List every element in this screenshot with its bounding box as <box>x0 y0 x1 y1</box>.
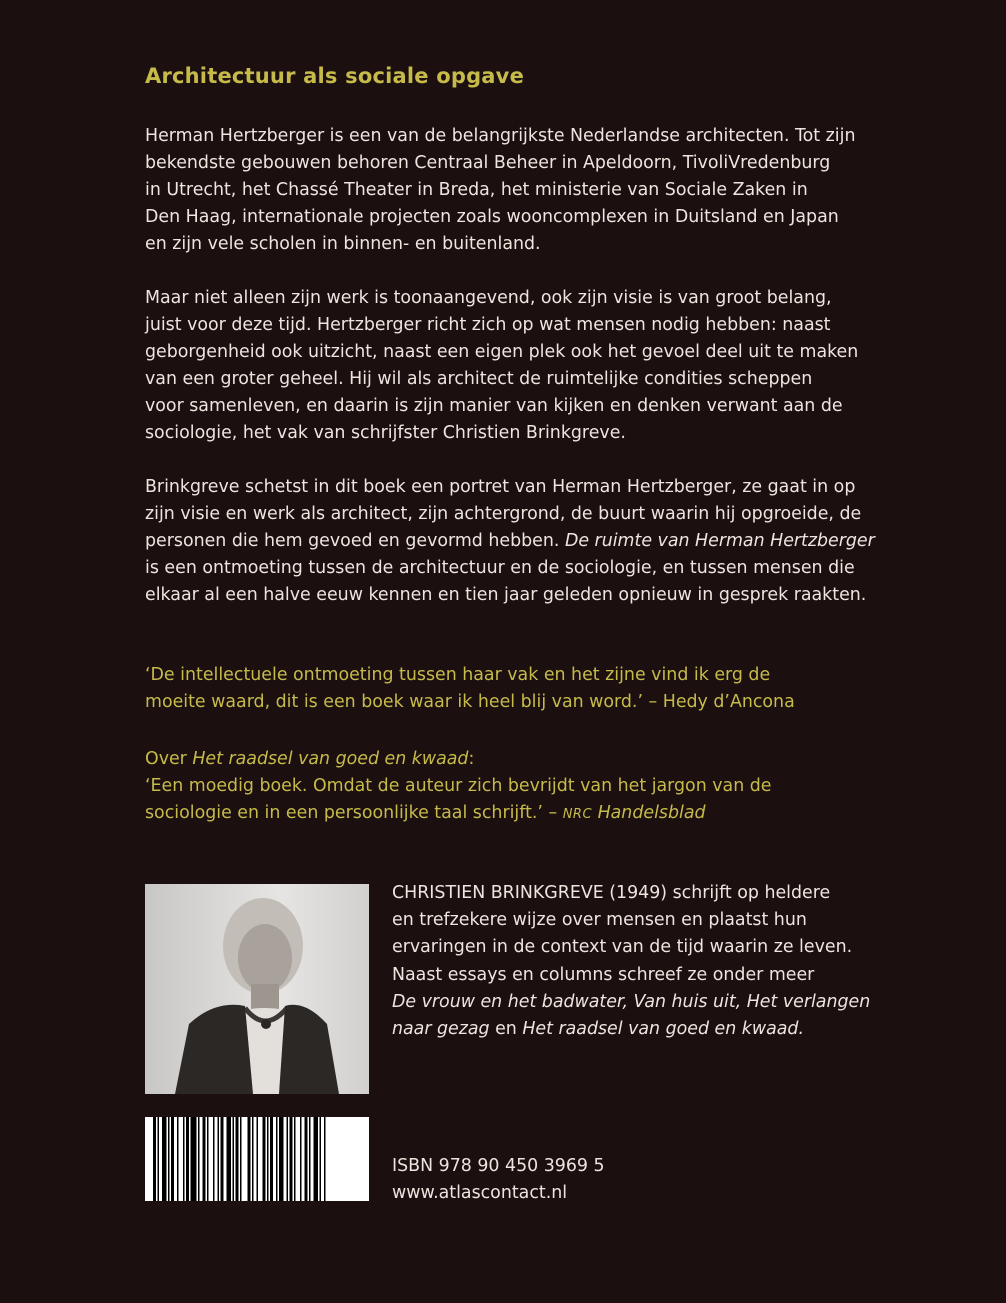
bio-line: en trefzekere wijze over mensen en plaatst hun <box>392 910 807 931</box>
text-line: en zijn vele scholen in binnen- en buitenland. <box>145 234 541 254</box>
text-line: sociologie, het vak van schrijfster Christien Brinkgreve. <box>145 423 626 443</box>
barcode-bar <box>287 1117 289 1201</box>
quote-colon: : <box>468 749 475 769</box>
text-line: van een groter geheel. Hij wil als architect de ruimtelijke condities scheppen <box>145 369 813 389</box>
quote-over: Over <box>145 749 193 769</box>
quote-book-title: Het raadsel van goed en kwaad <box>192 749 469 769</box>
barcode-bar <box>305 1117 308 1201</box>
text-line: bekendste gebouwen behoren Centraal Beheer in Apeldoorn, TivoliVredenburg <box>145 153 831 173</box>
author-photo <box>145 884 369 1094</box>
barcode-bar <box>309 1117 311 1201</box>
barcode-bar <box>227 1117 232 1201</box>
barcode-bar <box>183 1117 185 1201</box>
text-line: is een ontmoeting tussen de architectuur en de sociologie, en tussen mensen die <box>145 558 855 578</box>
book-title-italic: De ruimte van Herman Hertzberger <box>564 531 875 551</box>
quote-nrc <box>145 746 875 828</box>
barcode-bar <box>171 1117 174 1201</box>
intro-paragraph <box>145 123 875 258</box>
barcode-bar <box>162 1117 167 1201</box>
text-line: in Utrecht, het Chassé Theater in Breda, het ministerie van Sociale Zaken in <box>145 180 808 200</box>
portrait-paragraph <box>145 474 875 609</box>
barcode-bar <box>300 1117 302 1201</box>
barcode-bar <box>270 1117 273 1201</box>
author-bio <box>392 880 872 1043</box>
text-line: juist voor deze tijd. Hertzberger richt zich op wat mensen nodig hebben: naast <box>145 315 831 335</box>
barcode-bar <box>221 1117 224 1201</box>
publication-info <box>392 1153 605 1207</box>
barcode-bar <box>294 1117 296 1201</box>
quote-line: ‘Een moedig boek. Omdat de auteur zich bevrijdt van het jargon van de <box>145 776 772 796</box>
barcode-bar <box>252 1117 254 1201</box>
barcode-bar <box>320 1117 322 1201</box>
bio-conjunction: en <box>489 1019 523 1040</box>
barcode-bar <box>240 1117 242 1201</box>
text-line <box>145 528 875 555</box>
barcode-graphic <box>145 1117 369 1201</box>
text-line: geborgenheid ook uitzicht, naast een eigen plek ook het gevoel deel uit te maken <box>145 342 859 362</box>
back-cover <box>145 0 875 1303</box>
barcode-bar <box>153 1117 156 1201</box>
barcode-bar <box>177 1117 179 1201</box>
text-line: zijn visie en werk als architect, zijn achtergrond, de buurt waarin hij opgroeide, de <box>145 504 862 524</box>
barcode <box>145 1117 369 1201</box>
publisher-website: www.atlascontact.nl <box>392 1183 568 1203</box>
barcode-bar <box>203 1117 206 1201</box>
barcode-bar <box>314 1117 319 1201</box>
text-fragment: personen die hem gevoed en gevormd hebben. <box>145 531 565 551</box>
barcode-bar <box>218 1117 220 1201</box>
bio-book-italic: naar gezag <box>392 1019 490 1040</box>
barcode-bar <box>207 1117 209 1201</box>
barcode-bar <box>267 1117 269 1201</box>
text-line: Maar niet alleen zijn werk is toonaangevend, ook zijn visie is van groot belang, <box>145 288 832 308</box>
quote-fragment: sociologie en in een persoonlijke taal schrijft.’ – <box>145 803 563 823</box>
barcode-bar <box>168 1117 170 1201</box>
quote-line: ‘De intellectuele ontmoeting tussen haar vak en het zijne vind ik erg de <box>145 665 771 685</box>
barcode-bar <box>198 1117 200 1201</box>
bio-line: CHRISTIEN BRINKGREVE (1949) schrijft op heldere <box>392 883 831 903</box>
text-line: Brinkgreve schetst in dit boek een portret van Herman Hertzberger, ze gaat in op <box>145 477 856 497</box>
barcode-bar <box>186 1117 189 1201</box>
cover-title: Architectuur als sociale opgave <box>145 64 525 88</box>
bio-line <box>392 1016 872 1043</box>
bio-line: ervaringen in de context van de tijd waarin ze leven. <box>392 937 853 958</box>
barcode-bar <box>324 1117 326 1201</box>
author-portrait-illustration <box>145 884 369 1094</box>
barcode-bar <box>257 1117 259 1201</box>
barcode-bar <box>158 1117 160 1201</box>
quote-line <box>145 746 875 773</box>
barcode-bar <box>290 1117 293 1201</box>
bio-books-italic: De vrouw en het badwater, Van huis uit, Het verlangen <box>392 991 871 1012</box>
isbn-number: ISBN 978 90 450 3969 5 <box>392 1156 605 1176</box>
text-line: Herman Hertzberger is een van de belangrijkste Nederlandse architecten. Tot zijn <box>145 126 856 146</box>
barcode-bar <box>263 1117 266 1201</box>
quote-source-caps: NRC <box>562 807 593 822</box>
quote-source <box>563 803 706 823</box>
quote-line <box>145 800 875 828</box>
quote-source-rest: Handelsblad <box>592 803 706 823</box>
bio-book-italic: Het raadsel van goed en kwaad. <box>522 1019 804 1040</box>
quote-line: moeite waard, dit is een boek waar ik heel blij van word.’ – Hedy d’Ancona <box>145 692 795 712</box>
text-line: Den Haag, internationale projecten zoals wooncomplexen in Duitsland en Japan <box>145 207 839 227</box>
barcode-bar <box>233 1117 235 1201</box>
text-line: voor samenleven, en daarin is zijn manier van kijken en denken verwant aan de <box>145 396 843 416</box>
quote-hedy <box>145 662 875 716</box>
barcode-bar <box>276 1117 278 1201</box>
barcode-bar <box>248 1117 251 1201</box>
barcode-bar <box>191 1117 197 1201</box>
bio-line: Naast essays en columns schreef ze onder meer <box>392 964 815 985</box>
vision-paragraph <box>145 285 875 447</box>
bio-line <box>392 989 872 1016</box>
barcode-bar <box>213 1117 215 1201</box>
barcode-bar <box>279 1117 284 1201</box>
barcode-bar <box>236 1117 239 1201</box>
text-line: elkaar al een halve eeuw kennen en tien jaar geleden opnieuw in gesprek raakten. <box>145 585 867 605</box>
